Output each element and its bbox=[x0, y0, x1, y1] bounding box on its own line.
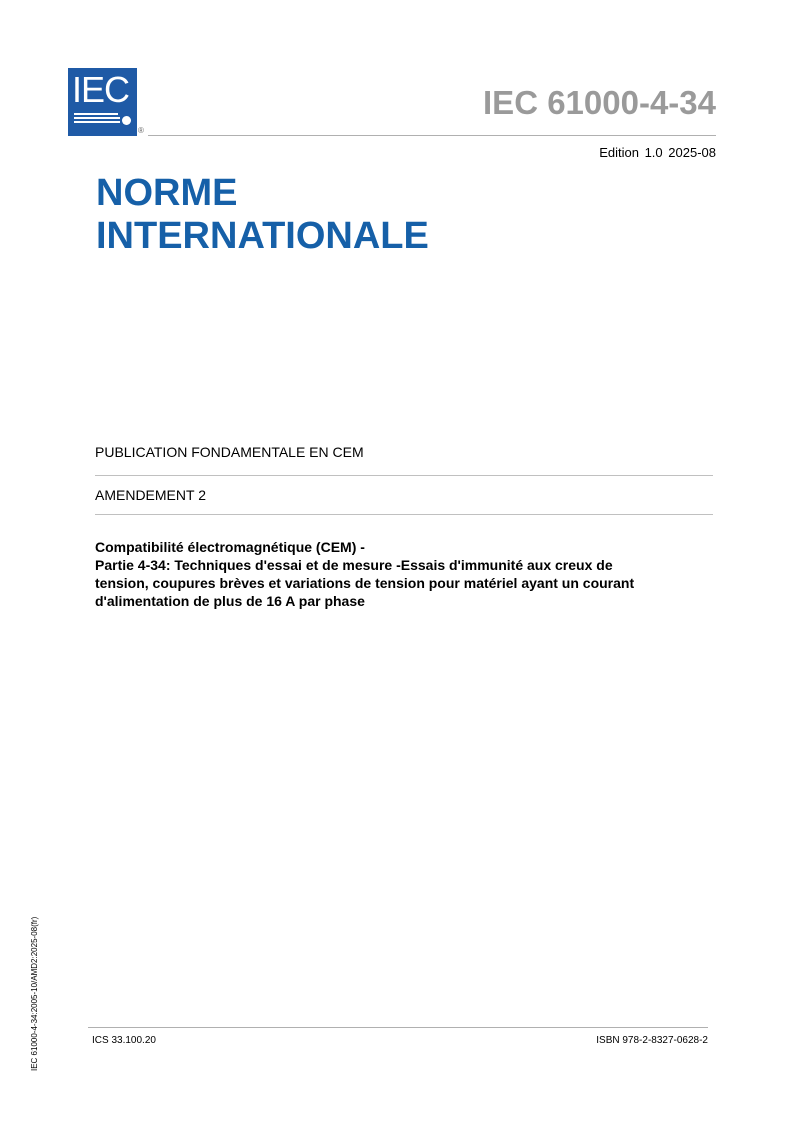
edition-label: Edition 1.0 bbox=[599, 145, 663, 160]
page-title bbox=[96, 172, 429, 258]
document-id: IEC 61000-4-34 bbox=[483, 84, 716, 121]
side-reference: IEC 61000-4-34:2005-10/AMD2:2025-08(fr) bbox=[30, 916, 39, 1071]
divider bbox=[95, 475, 713, 476]
footer-divider bbox=[88, 1027, 708, 1028]
subject-line-1: Compatibilité électromagnétique (CEM) - bbox=[95, 539, 365, 555]
amendment-label: AMENDEMENT 2 bbox=[95, 487, 206, 503]
divider bbox=[95, 514, 713, 515]
registered-mark: ® bbox=[138, 126, 144, 135]
logo-stripe bbox=[74, 113, 118, 115]
isbn-code: ISBN 978-2-8327-0628-2 bbox=[596, 1035, 708, 1046]
subject-line-4: d'alimentation de plus de 16 A par phase bbox=[95, 593, 365, 609]
subject-line-3: tension, coupures brèves et variations de tension pour matériel ayant un courant bbox=[95, 575, 635, 591]
logo-dot bbox=[122, 116, 131, 125]
title-line-2: INTERNATIONALE bbox=[96, 215, 429, 257]
logo-stripe bbox=[74, 121, 120, 123]
document-subject bbox=[95, 538, 715, 610]
edition-info bbox=[599, 145, 716, 160]
header-divider bbox=[148, 135, 716, 136]
ics-code: ICS 33.100.20 bbox=[92, 1035, 156, 1046]
edition-date: 2025-08 bbox=[668, 145, 716, 160]
publication-type: PUBLICATION FONDAMENTALE EN CEM bbox=[95, 444, 364, 460]
logo-text: IEC bbox=[72, 69, 130, 110]
iec-logo bbox=[68, 68, 137, 136]
subject-line-2: Partie 4-34: Techniques d'essai et de mesure -Essais d'immunité aux creux de bbox=[95, 557, 613, 573]
title-line-1: NORME bbox=[96, 172, 238, 214]
logo-stripe bbox=[74, 117, 120, 119]
